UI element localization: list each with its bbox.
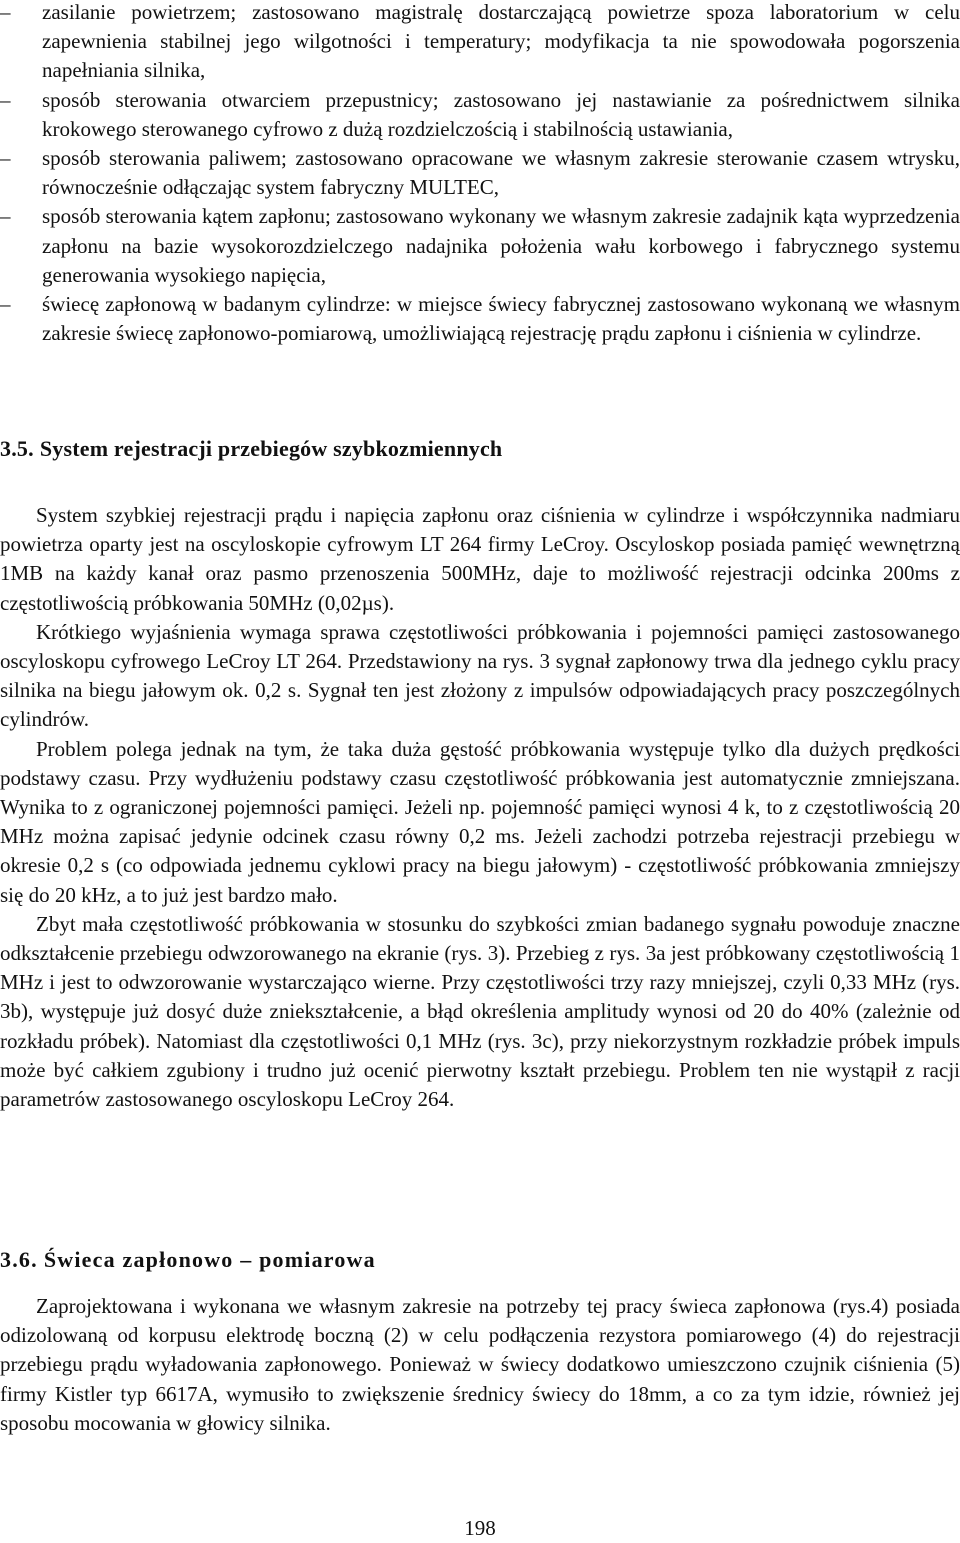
- bullet-item-ignition-angle: [0, 202, 960, 290]
- bullet-text: sposób sterowania kątem zapłonu; zastosowano wykonany we własnym zakresie zadajnik kąta wyprzedzenia zapłonu na bazie wysokorozdzielczego nadajnika położenia wału korbowego i fabrycznego systemu generowania wysokiego napięcia,: [42, 204, 960, 287]
- bullet-dash: –: [0, 146, 11, 171]
- bullet-text: świecę zapłonową w badanym cylindrze: w miejsce świecy fabrycznej zastosowano wykonaną we własnym zakresie świecę zapłonowo-pomiarową, umożliwiającą rejestrację prądu zapłonu i ciśnienia w cylindrze.: [42, 292, 960, 346]
- section-number: 3.6.: [0, 1247, 38, 1272]
- page-number: 198: [464, 1516, 496, 1540]
- paragraph: Krótkiego wyjaśnienia wymaga sprawa częstotliwości próbkowania i pojemności pamięci zastosowanego oscyloskopu cyfrowego LeCroy LT 264. Przedstawiony na rys. 3 sygnał zapłonowy trwa dla jednego cyklu pracy silnika na biegu jałowym ok. 0,2 s. Sygnał ten jest złożony z impulsów odpowiadających pracy poszczególnych cylindrów.: [0, 619, 960, 732]
- section-number: 3.5.: [0, 436, 34, 461]
- paragraph: Zbyt mała częstotliwość próbkowania w stosunku do szybkości zmian badanego sygnału powoduje znaczne odkształcenie przebiegu odwzorowanego na ekranie (rys. 3). Przebieg z rys. 3a jest próbkowany częstotliwością 1 MHz i jest to odwzorowanie wystarczająco wierne. Przy częstotliwości trzy razy mniejszej, czyli 0,33 MHz (rys. 3b), występuje już dosyć duże zniekształcenie, a błąd określenia amplitudy wynosi od 20 do 40% (zależnie od rozkładu próbek). Natomiast dla częstotliwości 0,1 MHz (rys. 3c), przy niekorzystnym rozkładzie próbek impuls może być całkiem zgubiony i trudno już ocenić pierwotny kształt przebiegu. Problem ten nie wystąpił z racji parametrów zastosowanego oscyloskopu LeCroy 264.: [0, 911, 960, 1112]
- paragraph: Zaprojektowana i wykonana we własnym zakresie na potrzeby tej pracy świeca zapłonowa (rys.4) posiada odizolowaną od korpusu elektrodę boczną (2) w celu podłączenia rezystora pomiarowego (4) do rejestracji przebiegu prądu wyładowania zapłonowego. Ponieważ w świecy dodatkowo umieszczono czujnik ciśnienia (5) firmy Kistler typ 6617A, wymusiło to zwiększenie średnicy świecy do 18mm, a co za tym idzie, również jej sposobu mocowania w głowicy silnika.: [0, 1294, 960, 1435]
- bullet-dash: –: [0, 87, 11, 112]
- bullet-dash: –: [0, 0, 11, 24]
- section-heading-3-6: [0, 1247, 376, 1273]
- bullet-text: sposób sterowania paliwem; zastosowano opracowane we własnym zakresie sterowanie czasem wtrysku, równocześnie odłączając system fabryczny MULTEC,: [42, 146, 960, 200]
- bullet-item-air-supply: [0, 0, 960, 86]
- bullet-item-spark-plug: [0, 290, 960, 348]
- bullet-dash: –: [0, 204, 11, 229]
- bullet-list: [0, 0, 960, 348]
- section-title: System rejestracji przebiegów szybkozmiennych: [39, 436, 503, 461]
- section-title: Świeca zapłonowo – pomiarowa: [43, 1247, 376, 1272]
- section-body-3-5: [0, 501, 960, 1114]
- bullet-item-fuel: [0, 144, 960, 202]
- section-body-3-6: [0, 1292, 960, 1438]
- bullet-item-throttle: [0, 86, 960, 144]
- bullet-text: zasilanie powietrzem; zastosowano magistralę dostarczającą powietrze spoza laboratorium w celu zapewnienia stabilnej jego wilgotności i temperatury; modyfikacja ta nie spowodowała pogorszenia napełniania silnika,: [42, 0, 960, 83]
- paragraph: System szybkiej rejestracji prądu i napięcia zapłonu oraz ciśnienia w cylindrze i współczynnika nadmiaru powietrza oparty jest na oscyloskopie cyfrowym LT 264 firmy LeCroy. Oscyloskop posiada pamięć wewnętrzną 1MB na każdy kanał oraz pasmo przenoszenia 500MHz, daje to możliwość rejestracji odcinka 200ms z częstotliwością próbkowania 50MHz (0,02µs).: [0, 503, 960, 615]
- paragraph: Problem polega jednak na tym, że taka duża gęstość próbkowania występuje tylko dla dużych prędkości podstawy czasu. Przy wydłużeniu podstawy czasu częstotliwość próbkowania jest automatycznie zmniejszana. Wynika to z ograniczonej pojemności pamięci. Jeżeli np. pojemność pamięci wynosi 4 k, to z częstotliwością 20 MHz można zapisać jedynie odcinek czasu równy 0,2 ms. Jeżeli zachodzi potrzeba rejestracji przebiegu w okresie 0,2 s (co odpowiada jednemu cyklowi pracy na biegu jałowym) - częstotliwość próbkowania zmniejszy się do 20 kHz, a to już jest bardzo mało.: [0, 736, 960, 907]
- bullet-dash: –: [0, 292, 11, 317]
- section-heading-3-5: [0, 436, 502, 462]
- bullet-text: sposób sterowania otwarciem przepustnicy; zastosowano jej nastawianie za pośrednictwem silnika krokowego sterowanego cyfrowo z dużą rozdzielczością i stabilnością ustawiania,: [42, 87, 960, 141]
